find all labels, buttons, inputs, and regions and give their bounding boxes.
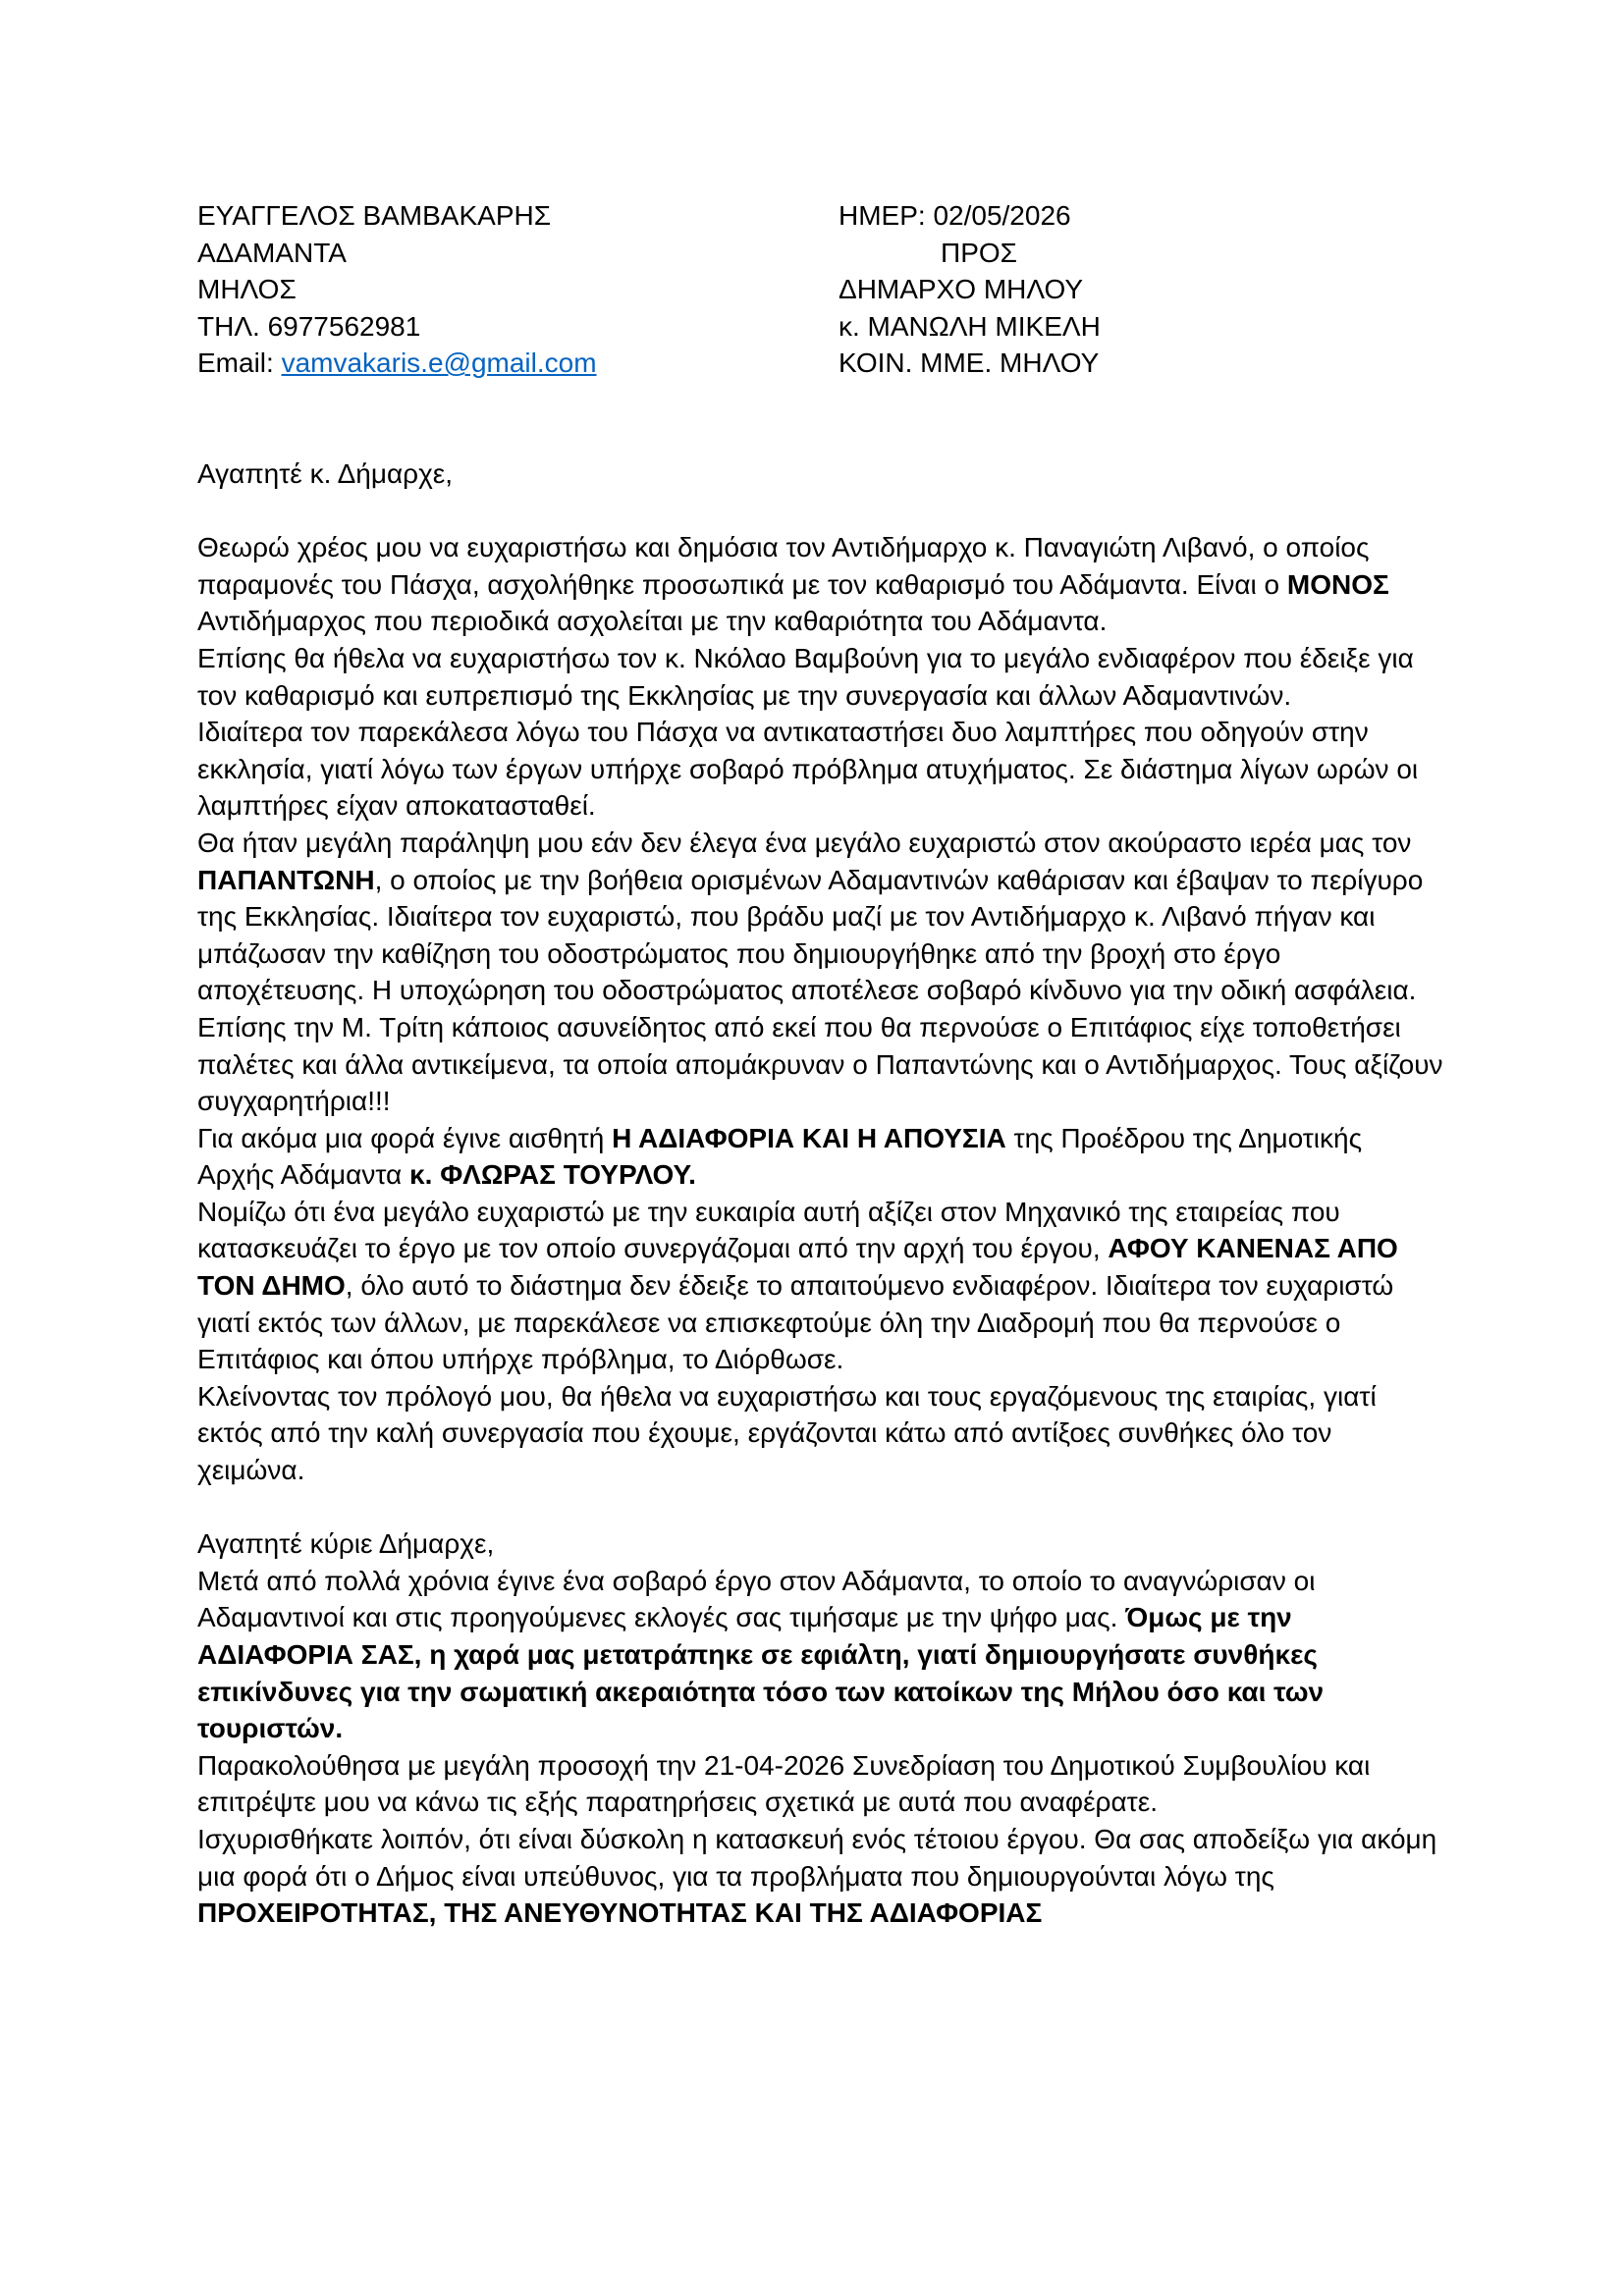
paragraph-2: Επίσης θα ήθελα να ευχαριστήσω τον κ. Νκόλαο Βαμβούνη για το μεγάλο ενδιαφέρον που έδειξε για τον καθαρισμό και ευπρεπισμό της Εκκλησίας με την συνεργασία και άλλων Αδαμαντινών. (197, 642, 1414, 711)
salutation-1: Αγαπητέ κ. Δήμαρχε, (197, 458, 454, 489)
sender-email-label: Email: (197, 347, 282, 379)
recipient-cc: ΚΟΙΝ. ΜΜΕ. ΜΗΛΟΥ (839, 347, 1100, 379)
paragraph-4-bold: ΠΑΠΑΝΤΩΝΗ (197, 864, 375, 895)
paragraph-6-text-mid: της Προέδρου της Δημοτικής Αρχής Αδάμαντα (197, 1122, 1363, 1191)
paragraph-4-text: Θα ήταν μεγάλη παράληψη μου εάν δεν έλεγα ένα μεγάλο ευχαριστώ στον ακούραστο ιερέα μας τον (197, 827, 1412, 858)
paragraph-5: Επίσης την Μ. Τρίτη κάποιος ασυνείδητος από εκεί που θα περνούσε ο Επιτάφιος είχε τοποθετήσει παλέτες και άλλα αντικείμενα, τα οποία απομάκρυναν ο Παπαντώνης και ο Αντιδήμαρχος. Τους αξίζουν συγχαρητήρια!!! (197, 1011, 1443, 1117)
paragraph-6 (197, 1120, 1444, 1194)
paragraph-9 (197, 1563, 1444, 1747)
paragraph-gap (197, 1489, 1444, 1526)
letter-date: ΗΜΕΡ: 02/05/2026 (839, 200, 1071, 231)
recipient-to-label: ΠΡΟΣ (941, 237, 1017, 268)
sender-name: ΕΥΑΓΓΕΛΟΣ ΒΑΜΒΑΚΑΡΗΣ (197, 200, 552, 231)
sender-block (197, 197, 806, 382)
sender-island: ΜΗΛΟΣ (197, 274, 297, 305)
paragraph-4 (197, 825, 1444, 1009)
recipient-office: ΔΗΜΑΡΧΟ ΜΗΛΟΥ (839, 274, 1084, 305)
paragraph-6-bold-end: κ. ΦΛΩΡΑΣ ΤΟΥΡΛΟΥ. (409, 1159, 696, 1191)
paragraph-1 (197, 529, 1444, 640)
sender-village: ΑΔΑΜΑΝΤΑ (197, 237, 347, 268)
paragraph-6-text: Για ακόμα μια φορά έγινε αισθητή (197, 1122, 613, 1153)
paragraph-1-bold: ΜΟΝΟΣ (1286, 568, 1389, 600)
paragraph-4-text-end: , ο οποίος με την βοήθεια ορισμένων Αδαμαντινών καθάρισαν και έβαψαν το περίγυρο της Εκκλησίας. Ιδιαίτερα τον ευχαριστώ, που βράδυ μαζί με τον Αντιδήμαρχο κ. Λιβανό πήγαν και μπάζωσαν την καθίζηση του οδοστρώματος που δημιουργήθηκε από την βροχή στο έργο αποχέτευσης. Η υποχώρηση του οδοστρώματος αποτέλεσε σοβαρό κίνδυνο για την οδική ασφάλεια. (197, 864, 1424, 1006)
paragraph-3: Ιδιαίτερα τον παρεκάλεσα λόγω του Πάσχα να αντικαταστήσει δυο λαμπτήρες που οδηγούν στην εκκλησία, γιατί λόγω των έργων υπήρχε σοβαρό πρόβλημα ατυχήματος. Σε διάστημα λίγων ωρών οι λαμπτήρες είχαν αποκατασταθεί. (197, 717, 1419, 822)
paragraph-7-bold: ΑΦΟΥ ΚΑΝΕΝΑΣ ΑΠΟ ΤΟΝ ΔΗΜΟ (197, 1233, 1398, 1302)
paragraph-7-text: Νομίζω ότι ένα μεγάλο ευχαριστώ με την ευκαιρία αυτή αξίζει στον Μηχανικό της εταιρείας που κατασκευάζει το έργο με τον οποίο συνεργάζομαι από την αρχή του έργου, (197, 1196, 1340, 1264)
paragraph-6-bold: Η ΑΔΙΑΦΟΡΙΑ ΚΑΙ Η ΑΠΟΥΣΙΑ (612, 1122, 1006, 1153)
sender-email-link[interactable]: vamvakaris.e@gmail.com (281, 347, 597, 379)
paragraph-7-text-end: , όλο αυτό το διάστημα δεν έδειξε το απαιτούμενο ενδιαφέρον. Ιδιαίτερα τον ευχαριστώ γιατί εκτός των άλλων, με παρεκάλεσε να επισκεφτούμε όλη την Διαδρομή που θα περνούσε ο Επιτάφιος και όπου υπήρχε πρόβλημα, το Διόρθωσε. (197, 1270, 1394, 1375)
salutation-2: Αγαπητέ κύριε Δήμαρχε, (197, 1528, 495, 1560)
paragraph-gap (197, 493, 1444, 530)
paragraph-7 (197, 1194, 1444, 1378)
recipient-person: κ. ΜΑΝΩΛΗ ΜΙΚΕΛΗ (839, 310, 1101, 342)
letter-body (197, 455, 1444, 1932)
paragraph-9-bold: Όμως με την ΑΔΙΑΦΟΡΙΑ ΣΑΣ, η χαρά μας μετατράπηκε σε εφιάλτη, γιατί δημιουργήσατε συνθήκες επικίνδυνες για την σωματική ακεραιότητα τόσο των κατοίκων της Μήλου όσο και των τουριστών. (197, 1602, 1325, 1744)
paragraph-11-text: Ισχυρισθήκατε λοιπόν, ότι είναι δύσκολη η κατασκευή ενός τέτοιου έργου. Θα σας αποδείξω για ακόμη μια φορά ότι ο Δήμος είναι υπεύθυνος, για τα προβλήματα που δημιουργούνται λόγω της (197, 1823, 1437, 1892)
paragraph-10: Παρακολούθησα με μεγάλη προσοχή την 21-04-2026 Συνεδρίαση του Δημοτικού Συμβουλίου και επιτρέψτε μου να κάνω τις εξής παρατηρήσεις σχετικά με αυτά που αναφέρατε. (197, 1749, 1371, 1818)
paragraph-9-text: Μετά από πολλά χρόνια έγινε ένα σοβαρό έργο στον Αδάμαντα, το οποίο το αναγνώρισαν οι Αδαμαντινοί και στις προηγούμενες εκλογές σας τιμήσαμε με την ψήφο μας. (197, 1565, 1316, 1633)
paragraph-1-text-end: Αντιδήμαρχος που περιοδικά ασχολείται με την καθαριότητα του Αδάμαντα. (197, 606, 1108, 637)
paragraph-8: Κλείνοντας τον πρόλογό μου, θα ήθελα να ευχαριστήσω και τους εργαζόμενους της εταιρίας, γιατί εκτός από την καλή συνεργασία που έχουμε, εργάζονται κάτω από αντίξοες συνθήκες όλο τον χειμώνα. (197, 1380, 1377, 1486)
recipient-block (839, 197, 1329, 382)
paragraph-11 (197, 1821, 1444, 1932)
paragraph-11-bold: ΠΡΟΧΕΙΡΟΤΗΤΑΣ, ΤΗΣ ΑΝΕΥΘΥΝΟΤΗΤΑΣ ΚΑΙ ΤΗΣ ΑΔΙΑΦΟΡΙΑΣ (197, 1897, 1043, 1929)
sender-phone: ΤΗΛ. 6977562981 (197, 310, 421, 342)
paragraph-1-text: Θεωρώ χρέος μου να ευχαριστήσω και δημόσια τον Αντιδήμαρχο κ. Παναγιώτη Λιβανό, ο οποίος παραμονές του Πάσχα, ασχολήθηκε προσωπικά με τον καθαρισμό του Αδάμαντα. Είναι ο (197, 532, 1370, 600)
sender-email-line (197, 345, 806, 382)
